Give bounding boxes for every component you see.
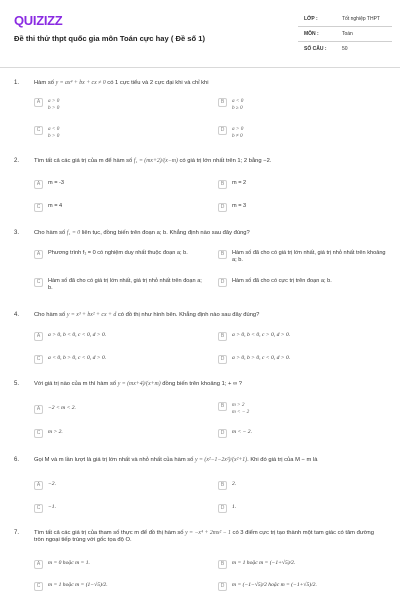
- meta-value: Toán: [342, 30, 353, 37]
- option-letter: B: [218, 560, 227, 569]
- question-text: Cho hàm số f₁ = 0 liên tục, đồng biến trên đoạn a; b. Khẳng định nào sau đây đúng?: [34, 230, 250, 236]
- question-number: 5.: [14, 381, 20, 387]
- option-c[interactable]: C Hàm số đã cho có giá trị lớn nhất, giá trị nhỏ nhất trên đoạn a; b.: [34, 278, 202, 292]
- question-number: 7.: [14, 530, 20, 536]
- question-number: 6.: [14, 457, 20, 463]
- option-letter: C: [34, 504, 43, 513]
- question-number: 4.: [14, 312, 20, 318]
- meta-label: MÔN :: [304, 30, 319, 37]
- option-letter: B: [218, 180, 227, 189]
- option-letter: B: [218, 332, 227, 341]
- option-letter: A: [34, 560, 43, 569]
- option-letter: D: [218, 203, 227, 212]
- question-number: 1.: [14, 80, 20, 86]
- option-letter: D: [218, 429, 227, 438]
- meta-value: 50: [342, 46, 348, 53]
- option-letter: D: [218, 504, 227, 513]
- question-number: 3.: [14, 230, 20, 236]
- meta-row-class: [298, 12, 392, 27]
- question-text: Với giá trị nào của m thì hàm số y = (mx+4)/(x+m) đồng biến trên khoảng 1; + ∞ ?: [34, 381, 243, 387]
- option-c[interactable]: C −1.: [34, 504, 56, 518]
- option-letter: A: [34, 250, 43, 259]
- option-letter: D: [218, 355, 227, 364]
- option-letter: A: [34, 481, 43, 490]
- worksheet-header: [0, 0, 400, 68]
- option-b[interactable]: B a > 0, b < 0, c > 0, d > 0.: [218, 332, 290, 346]
- meta-value: Tốt nghiệp THPT: [342, 15, 380, 22]
- option-a[interactable]: A −2.: [34, 481, 56, 495]
- option-a[interactable]: A −2 < m < 2.: [34, 405, 76, 419]
- quizizz-logo: QUIZIZZ: [14, 13, 63, 28]
- option-c[interactable]: C m = 4: [34, 203, 62, 217]
- option-c[interactable]: C m = 1 hoặc m = (1−√5)/2.: [34, 582, 108, 596]
- meta-table: [298, 12, 392, 57]
- option-letter: C: [34, 429, 43, 438]
- option-a[interactable]: A m = -3: [34, 180, 64, 194]
- option-letter: B: [218, 481, 227, 490]
- option-letter: D: [218, 582, 227, 591]
- option-letter: A: [34, 405, 43, 414]
- question-text: Hàm số y = ax⁴ + bx + cx ≠ 0 có 1 cực tiểu và 2 cực đại khi và chỉ khi: [34, 80, 209, 86]
- option-letter: A: [34, 332, 43, 341]
- option-letter: C: [34, 203, 43, 212]
- option-b[interactable]: B m > 2 m < − 2: [218, 402, 249, 416]
- option-a[interactable]: A a > 0, b < 0, c < 0, d > 0.: [34, 332, 106, 346]
- option-letter: C: [34, 126, 43, 135]
- option-b[interactable]: B Hàm số đã cho có giá trị lớn nhất, giá trị nhỏ nhất trên khoảng a; b.: [218, 250, 386, 264]
- option-d[interactable]: D a > 0, b > 0, c < 0, d > 0.: [218, 355, 290, 369]
- option-letter: A: [34, 98, 43, 107]
- option-b[interactable]: B a < 0 b ≥ 0: [218, 98, 243, 112]
- option-letter: C: [34, 278, 43, 287]
- option-letter: C: [34, 582, 43, 591]
- option-a[interactable]: A a > 0 b > 0: [34, 98, 59, 112]
- option-letter: B: [218, 98, 227, 107]
- meta-label: SỐ CÂU :: [304, 46, 327, 53]
- option-d[interactable]: D a > 0 b ≠ 0: [218, 126, 243, 140]
- option-d[interactable]: D m = (−1−√5)/2 hoặc m = (−1+√5)/2.: [218, 582, 317, 596]
- option-letter: D: [218, 278, 227, 287]
- option-c[interactable]: C m > 2.: [34, 429, 63, 443]
- option-d[interactable]: D Hàm số đã cho có cực trị trên đoạn a; b.: [218, 278, 386, 292]
- question-text: Cho hàm số y = x³ + bx² + cx + d có đồ thị như hình bên. Khẳng định nào sau đây đúng?: [34, 312, 260, 318]
- question-text: Gọi M và m lần lượt là giá trị lớn nhất và nhỏ nhất của hàm số y = (x²−1−2x²)/(x²+1). Khi đó giá trị của M − m là: [34, 457, 318, 463]
- option-b[interactable]: B 2.: [218, 481, 236, 495]
- question-number: 2.: [14, 158, 20, 164]
- option-letter: D: [218, 126, 227, 135]
- option-letter: B: [218, 250, 227, 259]
- option-letter: B: [218, 402, 227, 411]
- option-d[interactable]: D m = 3: [218, 203, 246, 217]
- document-title: Đề thi thử thpt quốc gia môn Toán cực hay ( Đề số 1): [14, 34, 206, 43]
- option-c[interactable]: C a < 0, b > 0, c < 0, d > 0.: [34, 355, 106, 369]
- option-d[interactable]: D 1.: [218, 504, 236, 518]
- option-b[interactable]: B m = 1 hoặc m = (−1+√5)/2.: [218, 560, 295, 574]
- option-a[interactable]: A Phương trình f₁ = 0 có nghiệm duy nhất thuộc đoạn a; b.: [34, 250, 202, 264]
- option-a[interactable]: A m = 0 hoặc m = 1.: [34, 560, 90, 574]
- question-text: Tìm tất cả các giá trị của tham số thực m để đồ thị hàm số y = −x⁴ + 2mx² − 1 có 3 điểm cực trị tạo thành một tam giác có tâm đường tròn ngoại tiếp trùng với gốc tọa độ O.: [34, 530, 374, 544]
- meta-row-subject: [298, 27, 392, 42]
- option-b[interactable]: B m = 2: [218, 180, 246, 194]
- option-letter: A: [34, 180, 43, 189]
- option-c[interactable]: C a < 0 b > 0: [34, 126, 59, 140]
- meta-row-count: [298, 42, 392, 57]
- option-d[interactable]: D m < − 2.: [218, 429, 252, 443]
- question-text: Tìm tất cả các giá trị của m để hàm số f₁ = (mx+2)/(x−m) có giá trị lớn nhất trên 1; 2 bằng −2.: [34, 158, 272, 164]
- meta-label: LỚP :: [304, 15, 318, 22]
- option-letter: C: [34, 355, 43, 364]
